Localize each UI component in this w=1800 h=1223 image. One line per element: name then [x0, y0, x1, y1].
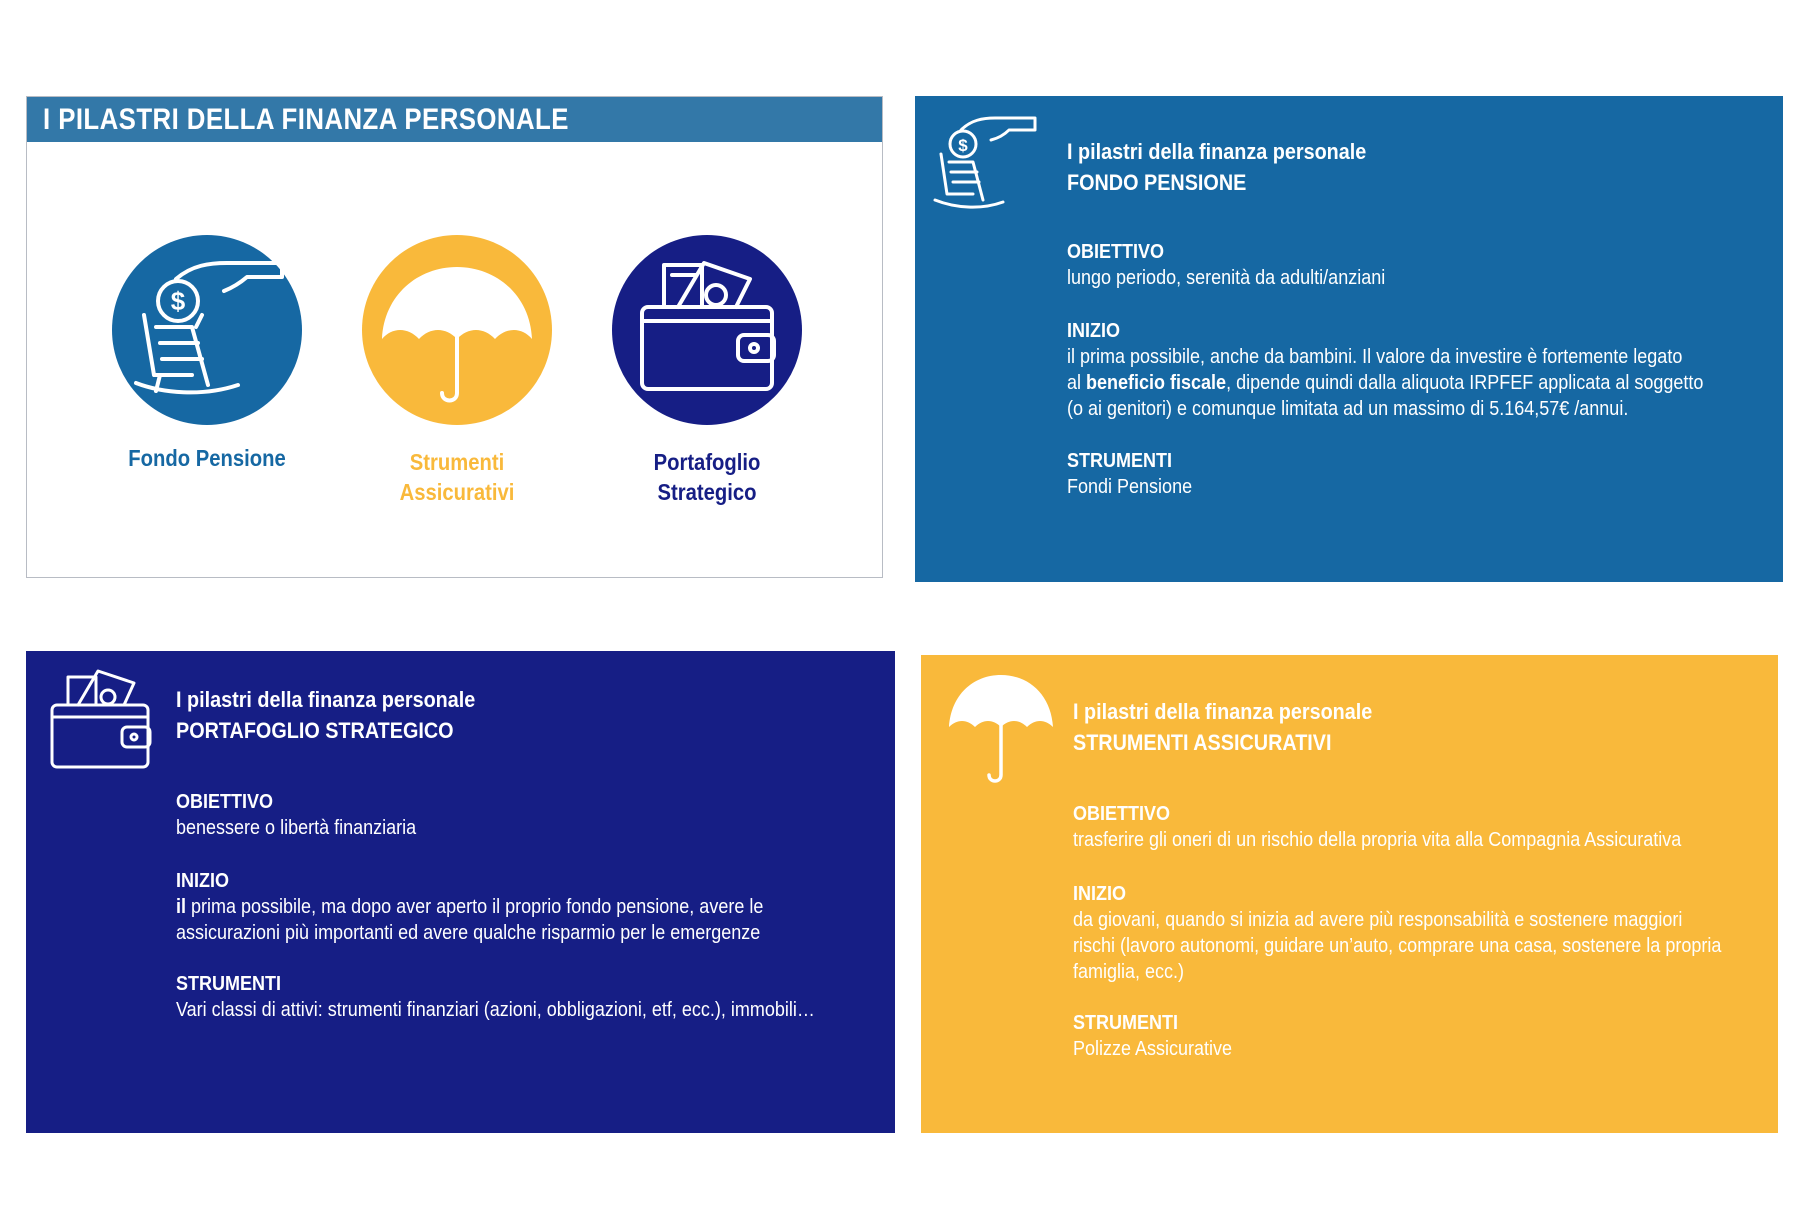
rocking-chair-coin-icon — [112, 235, 302, 425]
objective-heading: OBIETTIVO — [1073, 803, 1171, 825]
fondo-pensione-panel — [915, 96, 1783, 582]
start-heading: INIZIO — [1073, 883, 1127, 905]
portafoglio-title-line2: PORTAFOGLIO STRATEGICO — [176, 718, 454, 743]
tools-heading: STRUMENTI — [1073, 1012, 1179, 1034]
fondo-pensione-tools — [1067, 448, 1192, 500]
fondo-pensione-label-text: Fondo Pensione — [128, 445, 286, 471]
portafoglio-title — [176, 684, 475, 746]
umbrella-icon — [362, 235, 552, 425]
start-text-line2 — [1067, 370, 1703, 396]
strumenti-assicurativi-circle — [362, 235, 552, 425]
objective-heading: OBIETTIVO — [1067, 241, 1165, 263]
start-text-line2: assicurazioni più importanti ed avere qualche risparmio per le emergenze — [176, 922, 761, 944]
objective-text: trasferire gli oneri di un rischio della propria vita alla Compagnia Assicurativa — [1073, 829, 1682, 851]
portafoglio-strategico-circle — [612, 235, 802, 425]
start-text-line1: da giovani, quando si inizia ad avere più responsabilità e sostenere maggiori — [1073, 909, 1683, 931]
fondo-pensione-objective — [1067, 239, 1385, 291]
tools-text: Polizze Assicurative — [1073, 1038, 1233, 1060]
fondo-pensione-title — [1067, 136, 1366, 198]
start-text-line1: il prima possibile, anche da bambini. Il valore da investire è fortemente legato — [1067, 346, 1683, 368]
start-text-line2-post: , dipende quindi dalla aliquota IRPFEF applicata al soggetto — [1226, 372, 1704, 394]
rocking-chair-coin-icon — [925, 106, 1045, 216]
start-text-line3: (o ai genitori) e comunque limitata ad un massimo di 5.164,57€ /annui. — [1067, 398, 1629, 420]
tools-heading: STRUMENTI — [176, 973, 282, 995]
fondo-pensione-label — [101, 443, 312, 473]
fondo-pensione-circle — [112, 235, 302, 425]
overview-title: I PILASTRI DELLA FINANZA PERSONALE — [43, 103, 569, 136]
portafoglio-title-line1: I pilastri della finanza personale — [176, 687, 476, 712]
fondo-pensione-title-line2: FONDO PENSIONE — [1067, 170, 1247, 195]
portafoglio-label-line2: Strategico — [657, 479, 757, 505]
assicurativi-start — [1073, 881, 1721, 985]
fondo-pensione-start — [1067, 318, 1703, 422]
assicurativi-title — [1073, 696, 1372, 758]
portafoglio-strategico-panel — [26, 651, 895, 1133]
assicurativi-tools — [1073, 1010, 1232, 1062]
start-text-line1-post: prima possibile, ma dopo aver aperto il proprio fondo pensione, avere le — [186, 896, 764, 918]
strumenti-label-line2: Assicurativi — [399, 479, 515, 505]
objective-text: lungo periodo, serenità da adulti/anziani — [1067, 267, 1386, 289]
objective-text: benessere o libertà finanziaria — [176, 817, 417, 839]
strumenti-assicurativi-panel — [921, 655, 1778, 1133]
tools-heading: STRUMENTI — [1067, 450, 1173, 472]
portafoglio-objective — [176, 789, 416, 841]
strumenti-label-line1: Strumenti — [409, 449, 505, 475]
svg-text:$: $ — [958, 136, 968, 155]
start-heading: INIZIO — [1067, 320, 1121, 342]
tools-text: Vari classi di attivi: strumenti finanziari (azioni, obbligazioni, etf, ecc.), immobili… — [176, 999, 815, 1021]
assicurativi-title-line2: STRUMENTI ASSICURATIVI — [1073, 730, 1332, 755]
portafoglio-tools — [176, 971, 815, 1023]
start-text-line2-pre: al — [1067, 372, 1087, 394]
wallet-icon — [612, 235, 802, 425]
objective-heading: OBIETTIVO — [176, 791, 274, 813]
assicurativi-title-line1: I pilastri della finanza personale — [1073, 699, 1373, 724]
svg-text:$: $ — [170, 286, 186, 316]
fondo-pensione-title-line1: I pilastri della finanza personale — [1067, 139, 1367, 164]
start-text-line1-bold: il — [176, 896, 187, 918]
assicurativi-objective — [1073, 801, 1681, 853]
start-heading: INIZIO — [176, 870, 230, 892]
wallet-icon — [48, 661, 156, 773]
start-text-line3: famiglia, ecc.) — [1073, 961, 1185, 983]
umbrella-icon — [943, 667, 1059, 793]
beneficio-fiscale-text: beneficio fiscale — [1086, 372, 1227, 394]
portafoglio-label-line1: Portafoglio — [653, 449, 761, 475]
start-text-line1 — [176, 894, 763, 920]
overview-panel — [26, 96, 883, 578]
start-text-line2: rischi (lavoro autonomi, guidare un’auto, comprare una casa, sostenere la propria — [1073, 935, 1722, 957]
portafoglio-start — [176, 868, 763, 946]
portafoglio-strategico-label — [601, 447, 812, 507]
strumenti-assicurativi-label — [351, 447, 562, 507]
tools-text: Fondi Pensione — [1067, 476, 1193, 498]
overview-header-bar — [27, 97, 882, 142]
